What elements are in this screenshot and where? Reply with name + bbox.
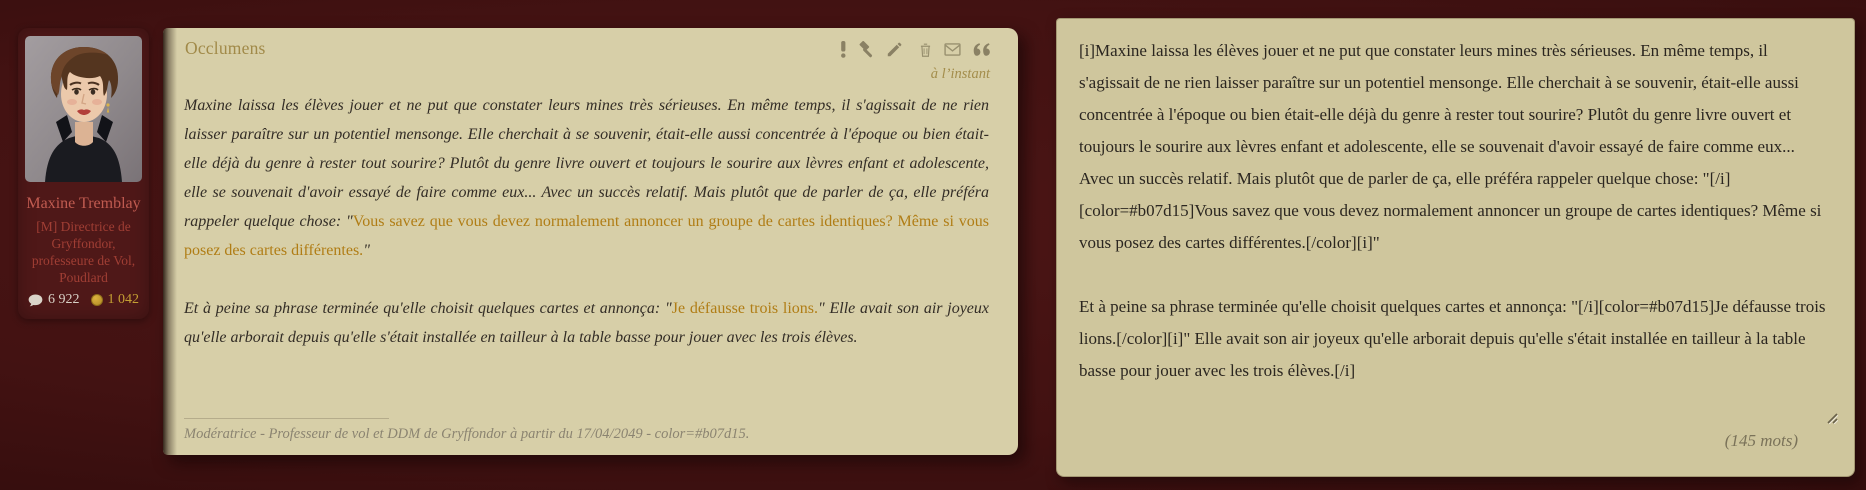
points-count: 1 042 — [107, 292, 139, 307]
speech-text: Vous savez que vous devez normalement annoncer un groupe de cartes identiques? Même si vous posez des cartes différentes. — [184, 213, 989, 259]
narration-text: Maxine laissa les élèves jouer et ne put que constater leurs mines très sérieuses. En même temps, il s'agissait de ne rien laisser paraître sur un potentiel mensonge. Elle cherchait à se souvenir, était-elle aussi concentrée à l'époque ou bien était-elle déjà du genre à rester tout sourire? Plutôt du genre livre ouvert et toujours le sourire aux lèvres enfant et adolescente, elle se souvenait d'avoir essayé de faire comme eux... Avec un succès relatif. Mais plutôt que de parler de ça, elle préféra rappeler quelque chose: " — [184, 97, 989, 230]
resize-grip-icon — [1827, 413, 1838, 424]
envelope-icon[interactable] — [944, 43, 961, 56]
pencil-icon[interactable] — [886, 42, 902, 58]
post-paragraph — [184, 294, 989, 352]
avatar[interactable] — [25, 36, 142, 182]
avatar-portrait-illustration — [25, 36, 142, 182]
author-profile-card — [18, 28, 149, 319]
narration-text: " Elle avait son air joyeux qu'elle arborait depuis qu'elle s'était installée en tailleur à la table basse pour jouer avec les trois élèves. — [184, 300, 990, 346]
narration-text: Et à peine sa phrase terminée qu'elle choisit quelques cartes et annonça: " — [184, 300, 672, 317]
quote-icon[interactable] — [972, 43, 990, 56]
post-title[interactable]: Occlumens — [185, 38, 266, 58]
post-timestamp: à l’instant — [930, 66, 990, 82]
author-title: [M] Directrice de Gryffondor, professeure de Vol, Poudlard — [31, 219, 136, 285]
message-count: 6 922 — [48, 292, 80, 307]
post-signature — [184, 418, 989, 443]
points-coin-icon — [91, 294, 103, 306]
narration-text: " — [363, 242, 370, 259]
post-preview-panel — [163, 28, 1018, 455]
post-body — [184, 91, 989, 381]
message-count-icon — [28, 294, 43, 307]
author-name[interactable]: Maxine Tremblay — [26, 195, 141, 212]
signature-divider — [184, 418, 389, 419]
textarea-resize-handle[interactable] — [1827, 411, 1838, 429]
author-stats — [18, 292, 149, 308]
bbcode-editor[interactable] — [1069, 26, 1841, 428]
post-editor-panel — [1056, 18, 1855, 477]
speech-text: Je défausse trois lions. — [671, 300, 819, 317]
trash-icon[interactable] — [918, 42, 933, 58]
report-icon[interactable] — [840, 41, 847, 58]
post-paragraph — [184, 91, 989, 265]
word-count: (145 mots) — [1724, 431, 1798, 450]
signature-text: Modératrice - Professeur de vol et DDM de Gryffondor à partir du 17/04/2049 - color=#b07d15. — [184, 426, 750, 442]
post-toolbar — [840, 41, 990, 58]
gavel-icon[interactable] — [858, 41, 875, 58]
